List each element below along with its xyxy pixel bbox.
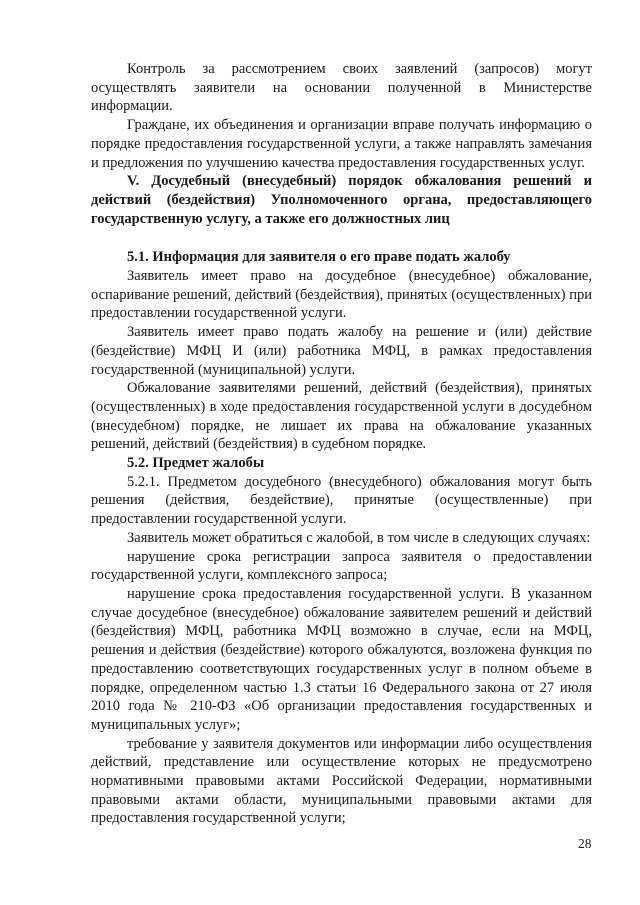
paragraph-appeal-court: Обжалование заявителями решений, действий (бездействия), принятых (осуществленных) в ходе предоставления государственной услуги в досудебном (внесудебном) порядке, не лишает их права на обжалование указанных решений, действий (бездействия) в судебном порядке. — [91, 380, 592, 453]
subsection-heading-5-2: 5.2. Предмет жалобы — [127, 455, 265, 472]
spacer — [91, 228, 592, 248]
list-item-documents: требование у заявителя документов или информации либо осуществления действий, представление или осуществление которых не предусмотрено нормативными правовыми актами Российской Федерации, нормативными правовыми актами области, муниципальными правовыми актами для предоставления государственной услуги; — [91, 735, 592, 827]
list-item-registration: нарушение срока регистрации запроса заявителя о предоставлении государственной услуги, комплексного запроса; — [91, 548, 592, 584]
paragraph-citizens: Граждане, их объединения и организации вправе получать информацию о порядке предоставления государственной услуги, а также направлять замечания и предложения по улучшению качества предоставления государственных услуг. — [91, 117, 592, 171]
page-number: 28 — [578, 836, 592, 851]
paragraph-control: Контроль за рассмотрением своих заявлений (запросов) могут осуществлять заявители на основании полученной в Министерстве информации. — [91, 61, 592, 115]
paragraph-right-mfc: Заявитель имеет право подать жалобу на решение и (или) действие (бездействие) МФЦ И (или) работника МФЦ, в рамках предоставления государственной (муниципальной) услуги. — [91, 324, 592, 378]
paragraph-5-2-1: 5.2.1. Предметом досудебного (внесудебного) обжалования могут быть решения (действия, бездействие), принятые (осуществленные) при предоставлении государственной услуги. — [91, 473, 592, 528]
paragraph-right-appeal: Заявитель имеет право на досудебное (внесудебное) обжалование, оспаривание решений, действий (бездействия), принятых (осуществленных) при предоставлении государственной услуги. — [91, 268, 592, 322]
list-item-term: нарушение срока предоставления государственной услуги. В указанном случае досудебное (внесудебное) обжалование заявителем решений и действий (бездействия) МФЦ, работника МФЦ возможно в случае, если на МФЦ, решения и действия (бездействие) которого обжалуются, возложена функция по предоставлению соответствующих государственных услуг в полном объеме в порядке, определенном частью 1.3 статьи 16 Федерального закона от 27 июля 2010 года № 210-ФЗ «Об организации предоставления государственных и муниципальных услуг»; — [91, 585, 592, 733]
section-heading-v: V. Досудебный (внесудебный) порядок обжалования решений и действий (бездействия) Уполномоченного органа, предоставляющего государственную услугу, а также его должностных лиц — [91, 173, 592, 227]
subsection-heading-5-1: 5.1. Информация для заявителя о его праве подать жалобу — [127, 249, 511, 266]
paragraph-cases-intro: Заявитель может обратиться с жалобой, в том числе в следующих случаях: — [127, 529, 591, 546]
